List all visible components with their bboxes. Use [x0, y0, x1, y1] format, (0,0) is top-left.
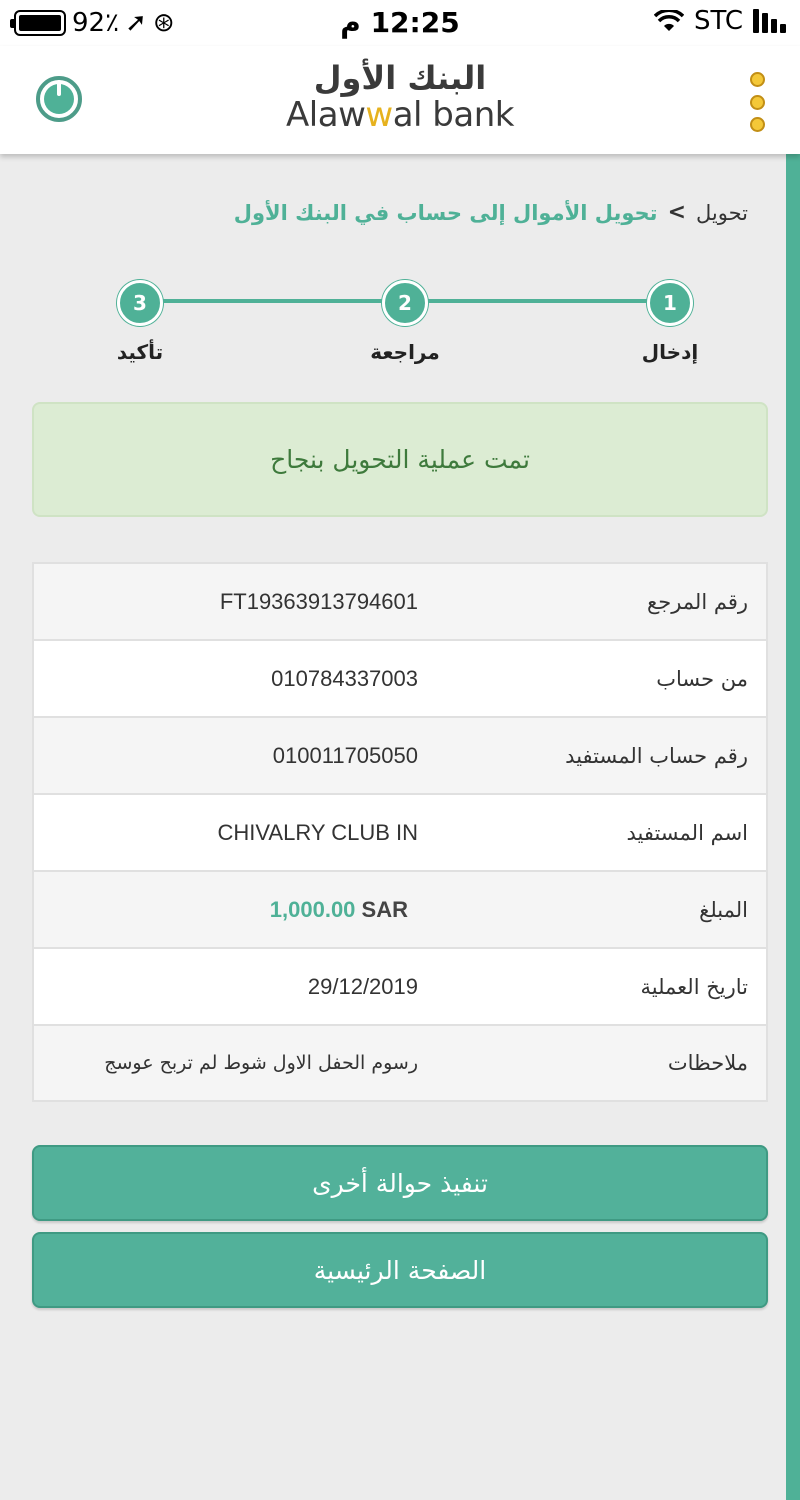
signal-icon	[753, 9, 786, 33]
detail-value: 010011705050	[272, 742, 418, 768]
status-right	[654, 6, 786, 36]
detail-row-beneficiary-account	[34, 718, 766, 795]
step-number: 2	[382, 280, 428, 326]
wifi-icon	[654, 10, 684, 32]
amount-value	[270, 872, 408, 947]
battery-percent: 92٪	[72, 8, 120, 38]
detail-label: ملاحظات	[667, 1051, 748, 1075]
amount-number: 1,000.00	[269, 896, 356, 922]
detail-label: المبلغ	[699, 897, 748, 922]
breadcrumb-separator: >	[667, 200, 686, 225]
orientation-lock-icon: ⊛	[152, 8, 175, 38]
status-bar	[0, 0, 800, 46]
another-transfer-button[interactable]: تنفيذ حوالة أخرى	[32, 1145, 768, 1221]
breadcrumb-current: تحويل الأموال إلى حساب في البنك الأول	[233, 200, 658, 225]
detail-row-amount	[34, 872, 766, 949]
detail-row-date	[34, 949, 766, 1026]
amount-currency: SAR	[361, 896, 408, 922]
step-confirm	[60, 280, 220, 364]
menu-dot-icon	[750, 95, 765, 110]
detail-label: رقم حساب المستفيد	[565, 743, 748, 768]
step-label: تأكيد	[116, 340, 164, 364]
detail-row-reference	[34, 564, 766, 641]
breadcrumb-root[interactable]: تحويل	[696, 200, 748, 225]
home-page-button[interactable]: الصفحة الرئيسية	[32, 1232, 768, 1308]
logo-arabic: البنك الأول	[313, 59, 487, 97]
location-arrow-icon: ➚	[125, 8, 147, 38]
detail-value: 010784337003	[271, 665, 418, 691]
bank-logo	[0, 60, 800, 134]
detail-row-from-account	[34, 641, 766, 718]
detail-label: اسم المستفيد	[626, 820, 748, 845]
menu-dot-icon	[750, 117, 765, 132]
detail-label: تاريخ العملية	[640, 974, 748, 999]
detail-row-notes	[34, 1026, 766, 1100]
logo-english: Alawwal bank	[286, 95, 514, 135]
detail-label: رقم المرجع	[647, 589, 748, 614]
progress-stepper	[0, 280, 800, 380]
breadcrumb	[234, 200, 748, 225]
detail-label: من حساب	[656, 666, 748, 691]
success-alert	[32, 402, 768, 517]
carrier-name: STC	[693, 6, 743, 36]
detail-row-beneficiary-name	[34, 795, 766, 872]
more-menu-button[interactable]	[748, 72, 766, 132]
detail-value: رسوم الحفل الاول شوط لم تربح عوسج	[104, 1052, 418, 1074]
step-label: إدخال	[641, 340, 699, 364]
status-time: 12:25 م	[340, 6, 460, 39]
detail-value: 29/12/2019	[307, 973, 418, 999]
step-input	[590, 280, 750, 364]
step-label: مراجعة	[370, 340, 440, 364]
step-number: 3	[117, 280, 163, 326]
detail-value: CHIVALRY CLUB IN	[217, 819, 418, 845]
transfer-details-table	[32, 562, 768, 1102]
menu-dot-icon	[750, 72, 765, 87]
detail-value: FT19363913794601	[219, 588, 418, 614]
step-number: 1	[647, 280, 693, 326]
app-header	[0, 46, 800, 154]
step-review	[325, 280, 485, 364]
success-message: تمت عملية التحويل بنجاح	[270, 445, 530, 474]
